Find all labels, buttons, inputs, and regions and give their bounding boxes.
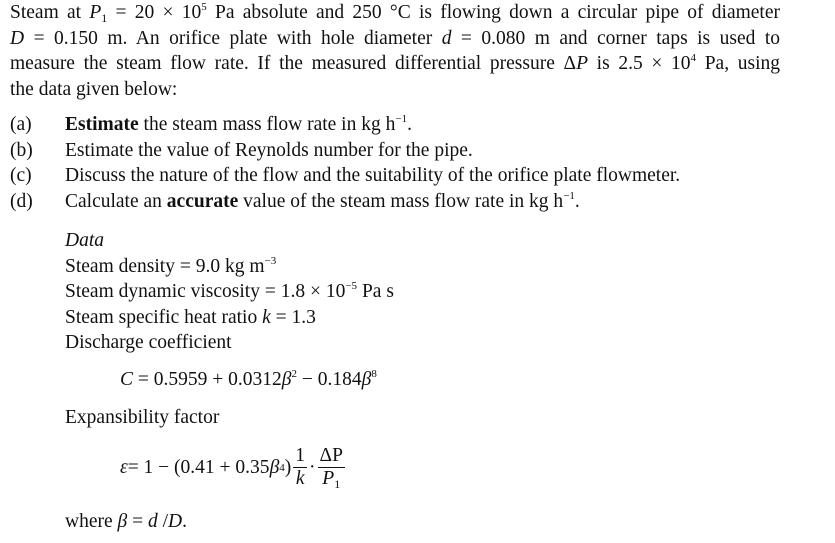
expansibility-equation: ε = 1 − (0.41 + 0.35 β 4 ) $\frac{1}{k}$ · $\frac{\Delta P}{P_1}$ [120,445,343,491]
fraction-one-over-k: $\frac{1}{k}$ [295,445,306,489]
expansibility-label: Expansibility factor [65,407,220,428]
question-parts [10,112,680,214]
part-c [10,163,680,189]
intro-line-4: the data given below: [10,78,178,100]
part-label: (a) [10,114,32,135]
part-label: (b) [10,139,33,161]
intro-line-2: D = 0.150 m. An orifice plate with hole diameter d = 0.080 m and corner taps is used to [10,27,781,49]
part-text: Estimate the steam mass flow rate in kg $h^{-1}$. [65,113,412,135]
part-a [10,112,680,138]
part-d [10,189,680,215]
steam-viscosity: Steam dynamic viscosity = $1.8 \times 10^{-5}$ Pa s [65,280,394,302]
fraction-dp-over-p1: $\frac{\Delta P}{P_1}$ [319,445,343,491]
part-b [10,138,680,164]
intro-line-1: Steam at $P_1 = 20 \times 10^5$ Pa absolute and 250 °C is flowing down a circular pipe of diameter [10,1,780,25]
part-text: Estimate the value of Reynolds number for the pipe. [65,139,473,161]
beta-definition: where β = d /D. [65,511,187,532]
part-text: Discuss the nature of the flow and the suitability of the orifice plate flowmeter. [65,165,681,186]
part-label: (c) [10,165,32,186]
part-text: Calculate an accurate value of the steam mass flow rate in kg $h^{-1}$. [65,189,580,212]
intro-line-3: measure the steam flow rate. If the measured differential pressure ΔP is $2.5 \times 10^4$ Pa, using [10,52,780,74]
data-heading: Data [65,230,104,251]
part-label: (d) [10,190,33,212]
problem-statement [10,0,780,102]
data-section [65,228,394,356]
specific-heat-ratio: Steam specific heat ratio k = 1.3 [65,306,316,328]
discharge-coefficient-label: Discharge coefficient [65,332,232,353]
discharge-coefficient-equation: $C = 0.5959 + 0.0312\beta^2 - 0.184\beta^8$ [120,368,377,390]
steam-density: Steam density = 9.0 kg $m^{-3}$ [65,254,277,277]
